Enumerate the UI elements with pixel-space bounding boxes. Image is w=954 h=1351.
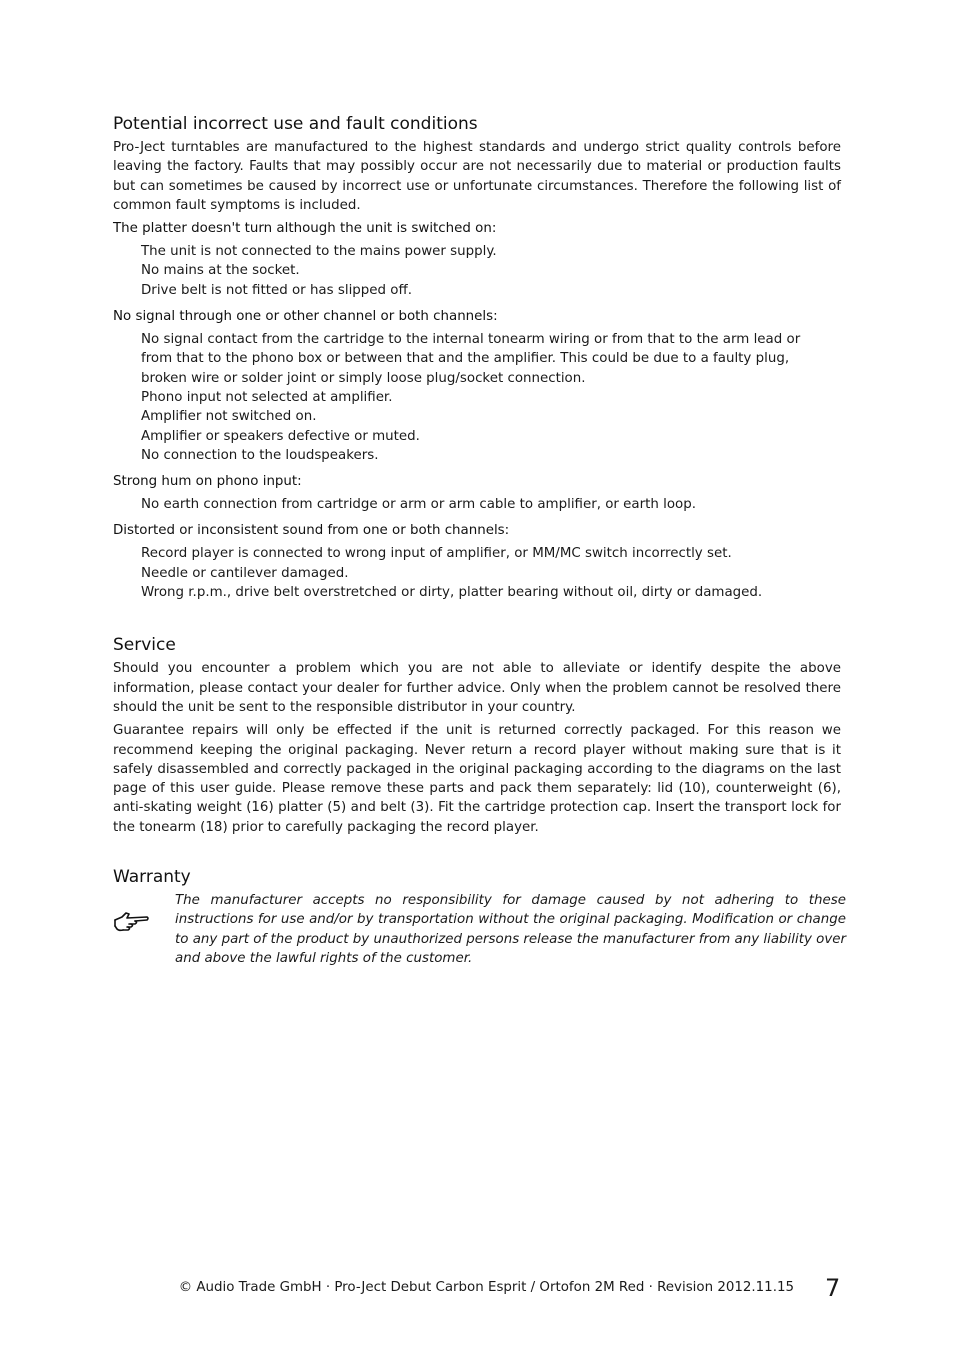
fault-item: Record player is connected to wrong input of amplifier, or MM/MC switch incorrectly set. [141, 546, 732, 562]
fault-group [113, 219, 841, 300]
warranty-note [113, 891, 846, 968]
fault-item: Phono input not selected at amplifier. [141, 389, 393, 405]
fault-group-title: Distorted or inconsistent sound from one or both channels: [113, 523, 510, 539]
fault-group [113, 521, 841, 602]
service-paragraph-2: Guarantee repairs will only be effected if the unit is returned correctly packaged. For this reason we recommend keeping the original packaging. Never return a record player without making sure that is it safely disassembled and correctly packaged in the original packaging according to the diagrams on the last page of this user guide. Please remove these parts and pack them separately: lid (10), counterweight (6), anti-skating weight (16) platter (5) and belt (3). Fit the cartridge protection cap. Insert the transport lock for the tonearm (18) prior to carefully packaging the record player. [113, 723, 841, 835]
pointing-hand-icon [113, 891, 175, 939]
footer-text: © Audio Trade GmbH · Pro-Ject Debut Carbon Esprit / Ortofon 2M Red · Revision 2012.11.15 [178, 1280, 794, 1295]
fault-intro: Pro-Ject turntables are manufactured to the highest standards and undergo strict quality controls before leaving the factory. Faults that may possibly occur are not necessarily due to material or production faults but can sometimes be caused by incorrect use or unfortunate circumstances. Therefore the following list of common fault symptoms is included. [113, 140, 841, 213]
fault-item: Drive belt is not fitted or has slipped off. [141, 282, 412, 298]
fault-heading: Potential incorrect use and fault conditions [113, 114, 478, 134]
page-footer [0, 1274, 954, 1308]
fault-item: No earth connection from cartridge or arm or arm cable to amplifier, or earth loop. [141, 497, 696, 513]
fault-item: Needle or cantilever damaged. [141, 565, 349, 581]
warranty-heading: Warranty [113, 867, 191, 888]
fault-item: Wrong r.p.m., drive belt overstretched or dirty, platter bearing without oil, dirty or damaged. [141, 585, 763, 601]
fault-item: No signal contact from the cartridge to the internal tonearm wiring or from that to the arm lead or from that to the phono box or between that and the amplifier. This could be due to a faulty plug, broken wire or solder joint or simply loose plug/socket connection. [141, 332, 801, 386]
service-paragraph-1: Should you encounter a problem which you are not able to alleviate or identify despite the above information, please contact your dealer for further advice. Only when the problem cannot be resolved there should the unit be sent to the responsible distributor in your country. [113, 661, 841, 715]
page-number: 7 [825, 1274, 841, 1302]
fault-item: Amplifier or speakers defective or muted. [141, 428, 420, 444]
fault-group-title: No signal through one or other channel or both channels: [113, 309, 498, 325]
fault-group [113, 472, 841, 514]
fault-item: Amplifier not switched on. [141, 409, 317, 425]
fault-item: The unit is not connected to the mains power supply. [141, 244, 497, 260]
fault-group-title: The platter doesn't turn although the unit is switched on: [113, 221, 497, 237]
service-heading: Service [113, 635, 176, 656]
fault-item: No connection to the loudspeakers. [141, 447, 379, 463]
warranty-text: The manufacturer accepts no responsibility for damage caused by not adhering to these instructions for use and/or by transportation without the original packaging. Modification or change to any part of the product by unauthorized persons release the manufacturer from any liability over and above the lawful rights of the customer. [175, 893, 846, 966]
fault-group [113, 307, 841, 465]
fault-item: No mains at the socket. [141, 263, 300, 279]
page-content [113, 114, 846, 968]
fault-group-title: Strong hum on phono input: [113, 474, 302, 490]
